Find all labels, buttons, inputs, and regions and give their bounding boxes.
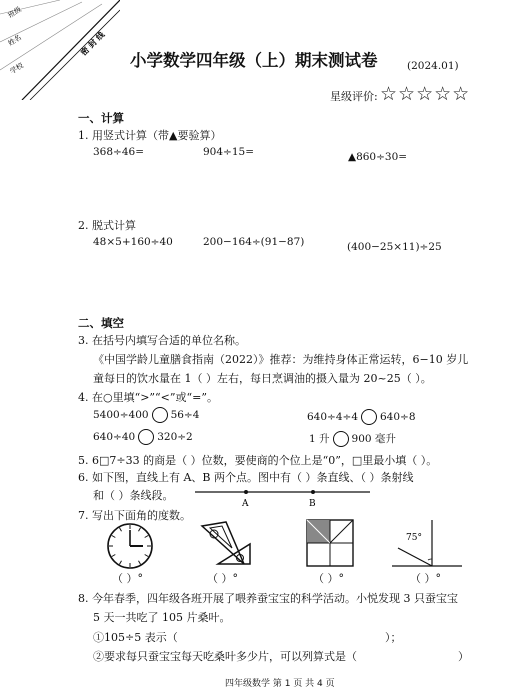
q7-answer-3: （ ）° bbox=[313, 572, 344, 585]
page-title: 小学数学四年级（上）期末测试卷 bbox=[130, 51, 378, 70]
point-b-label: B bbox=[309, 499, 316, 508]
q8-sub1-end: ）； bbox=[385, 631, 402, 644]
q8-line2: 5 天一共吃了 105 片桑叶。 bbox=[93, 611, 231, 624]
q7-answer-1: （ ）° bbox=[112, 572, 143, 585]
q2-item-2: 200−164÷(91−87) bbox=[203, 236, 305, 248]
q1-item-2: 904÷15= bbox=[203, 146, 254, 158]
compare-circle[interactable] bbox=[152, 407, 168, 423]
q4-row1a bbox=[93, 407, 199, 423]
q1-item-3: ▲860÷30= bbox=[348, 151, 408, 163]
q4-row1b bbox=[307, 409, 416, 425]
q4-r1b-left: 640÷4÷4 bbox=[307, 411, 358, 423]
q4-r2a-right: 320÷2 bbox=[157, 431, 193, 443]
binding-strip bbox=[0, 0, 120, 100]
angle-75-label: 75° bbox=[406, 533, 422, 543]
class-label: 班级 bbox=[6, 5, 23, 20]
set-square-figure bbox=[200, 520, 255, 568]
compare-circle[interactable] bbox=[333, 431, 349, 447]
q8-sub2-start: ②要求每只蚕宝宝每天吃桑叶多少片，可以列算式是（ bbox=[93, 650, 357, 663]
q4-r2b-left: 1 升 bbox=[309, 433, 330, 445]
compare-circle[interactable] bbox=[361, 409, 377, 425]
q8-sub1-start: ①105÷5 表示（ bbox=[93, 631, 178, 644]
q5-text: 5. 6□7÷33 的商是（ ）位数，要使商的个位上是“0”，□里最小填（ ）。 bbox=[78, 454, 438, 467]
square-grid-figure bbox=[305, 518, 357, 570]
section1-heading: 一、计算 bbox=[78, 111, 124, 125]
q4-r2b-right: 900 毫升 bbox=[351, 433, 396, 445]
q3-label: 3. 在括号内填写合适的单位名称。 bbox=[78, 334, 246, 347]
q3-line2: 童每日的饮水量在 1（ ）左右，每日烹调油的摄入量为 20~25（ ）。 bbox=[93, 372, 432, 385]
star-rating: ☆☆☆☆☆ bbox=[380, 83, 471, 105]
angle-figure bbox=[390, 518, 465, 570]
q8-sub2-end: ） bbox=[458, 650, 469, 663]
q2-item-1: 48×5+160÷40 bbox=[93, 236, 173, 248]
line-ab-figure bbox=[190, 484, 375, 508]
compare-circle[interactable] bbox=[138, 429, 154, 445]
q7-label: 7. 写出下面角的度数。 bbox=[78, 509, 191, 522]
page-footer: 四年级数学 第 1 页 共 4 页 bbox=[225, 679, 335, 689]
seal-line-text: 密 封 线 bbox=[78, 29, 107, 58]
q4-r2a-left: 640÷40 bbox=[93, 431, 136, 443]
section2-heading: 二、填空 bbox=[78, 316, 124, 330]
q2-item-3: (400−25×11)÷25 bbox=[347, 241, 442, 253]
q7-answer-2: （ ）° bbox=[207, 572, 238, 585]
q4-r1a-right: 56÷4 bbox=[170, 409, 200, 421]
star-rating-label: 星级评价: bbox=[330, 90, 378, 103]
q2-label: 2. 脱式计算 bbox=[78, 219, 136, 232]
q4-row2a bbox=[93, 429, 193, 445]
q1-item-1: 368÷46= bbox=[93, 146, 144, 158]
clock-figure bbox=[105, 521, 155, 571]
exam-date: (2024.01) bbox=[407, 60, 459, 72]
q4-label: 4. 在○里填“>”“<”或“=”。 bbox=[78, 391, 218, 404]
q4-r1b-right: 640÷8 bbox=[380, 411, 416, 423]
q1-label: 1. 用竖式计算（带▲要验算） bbox=[78, 129, 222, 142]
q4-row2b bbox=[309, 431, 396, 447]
q4-r1a-left: 5400÷400 bbox=[93, 409, 149, 421]
school-label: 学校 bbox=[8, 61, 25, 76]
q3-line1: 《中国学龄儿童膳食指南（2022）》推荐：为维持身体正常运转，6−10 岁儿 bbox=[93, 353, 469, 366]
name-label: 姓名 bbox=[6, 33, 23, 48]
q6-line2: 和（ ）条线段。 bbox=[93, 489, 174, 502]
q6-line1: 6. 如下图，直线上有 A、B 两个点。图中有（ ）条直线、（ ）条射线 bbox=[78, 471, 414, 484]
point-a-label: A bbox=[242, 499, 249, 508]
q8-line1: 8. 今年春季，四年级各班开展了喂养蚕宝宝的科学活动。小悦发现 3 只蚕宝宝 bbox=[78, 592, 458, 605]
q7-answer-4: （ ）° bbox=[410, 572, 441, 585]
